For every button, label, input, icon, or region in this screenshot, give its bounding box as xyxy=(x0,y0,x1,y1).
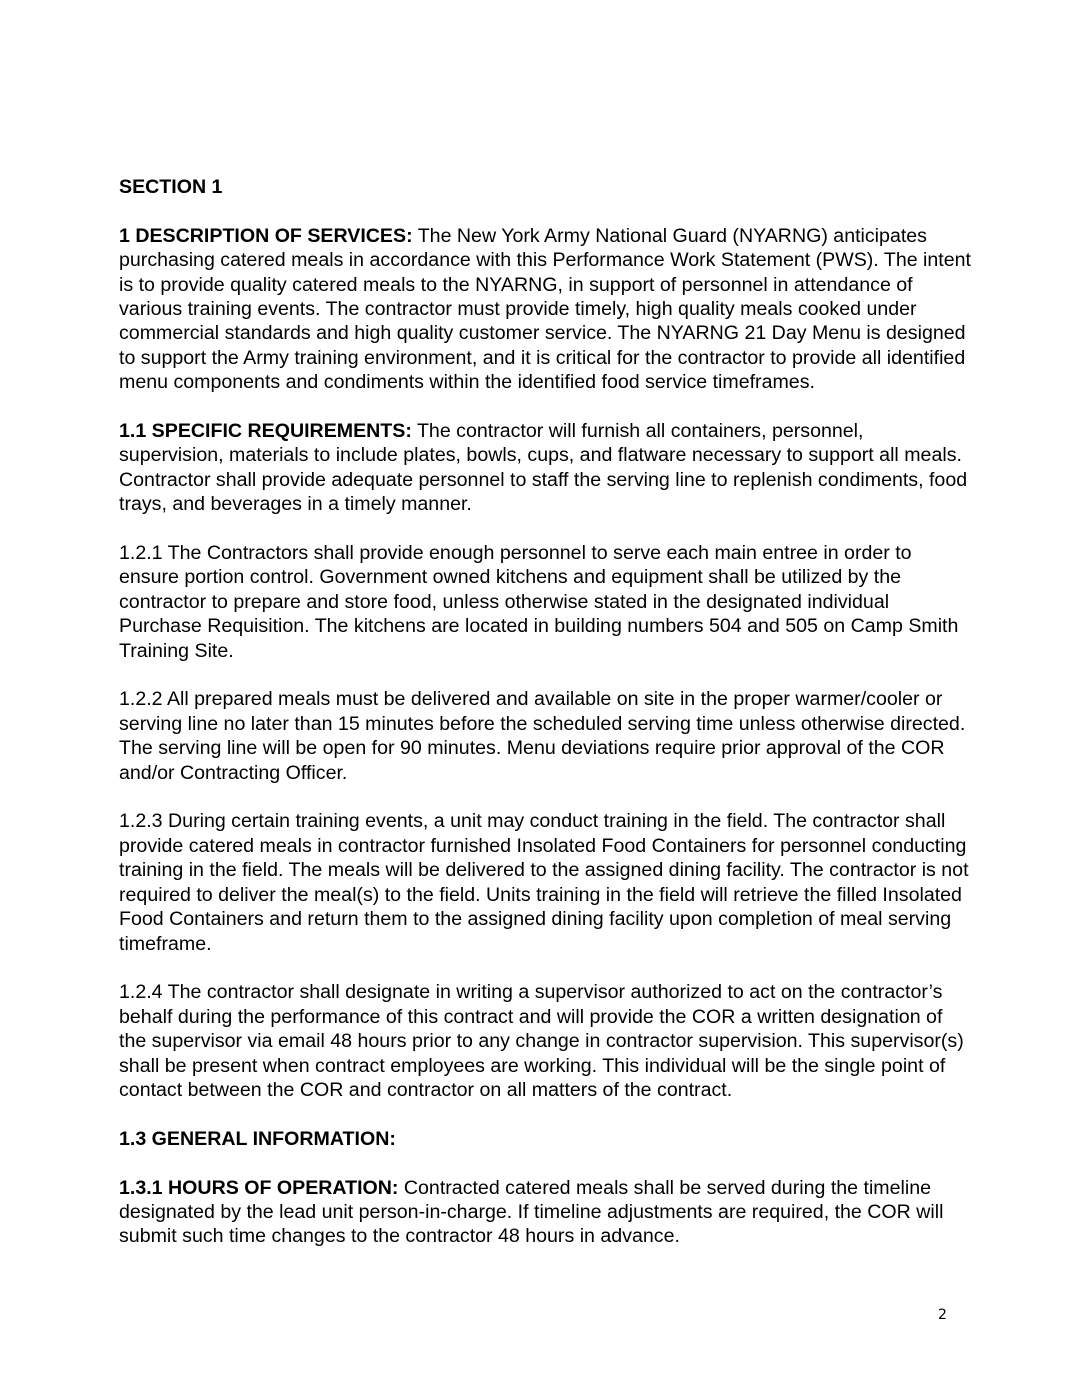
paragraph-label: 1 DESCRIPTION OF SERVICES: xyxy=(119,224,413,247)
paragraph-hours-of-operation xyxy=(119,1176,971,1249)
paragraph-description-of-services xyxy=(119,224,971,395)
paragraph-label: 1.3.1 HOURS OF OPERATION: xyxy=(119,1176,399,1199)
document-body xyxy=(119,175,971,1249)
paragraph-text: The New York Army National Guard (NYARNG) anticipates purchasing catered meals in accordance with this Performance Work Statement (PWS). The intent is to provide quality catered meals to the NYARNG, in support of personnel in attendance of various training events. The contractor must provide timely, high quality meals cooked under commercial standards and high quality customer service. The NYARNG 21 Day Menu is designed to support the Army training environment, and it is critical for the contractor to provide all identified menu components and condiments within the identified food service timeframes. xyxy=(119,224,971,394)
general-information-heading: 1.3 GENERAL INFORMATION: xyxy=(119,1127,396,1150)
paragraph-1-2-4: 1.2.4 The contractor shall designate in writing a supervisor authorized to act on the contractor’s behalf during the performance of this contract and will provide the COR a written designation of the supervisor via email 48 hours prior to any change in contractor supervision. This supervisor(s) shall be present when contract employees are working. This individual will be the single point of contact between the COR and contractor on all matters of the contract. xyxy=(119,981,964,1101)
paragraph-text: Contracted catered meals shall be served during the timeline designated by the lead unit person-in-charge. If timeline adjustments are required, the COR will submit such time changes to the contractor 48 hours in advance. xyxy=(119,1176,944,1248)
paragraph-text: The contractor will furnish all containers, personnel, supervision, materials to include plates, bowls, cups, and flatware necessary to support all meals. Contractor shall provide adequate personnel to staff the serving line to replenish condiments, food trays, and beverages in a timely manner. xyxy=(119,420,968,516)
section-title: SECTION 1 xyxy=(119,176,223,198)
paragraph-1-2-3: 1.2.3 During certain training events, a unit may conduct training in the field. The contractor shall provide catered meals in contractor furnished Insolated Food Containers for personnel conducting training in the field. The meals will be delivered to the assigned dining facility. The contractor is not required to deliver the meal(s) to the field. Units training in the field will retrieve the filled Insolated Food Containers and return them to the assigned dining facility upon completion of meal serving timeframe. xyxy=(119,810,969,955)
paragraph-1-2-1: 1.2.1 The Contractors shall provide enough personnel to serve each main entree in order to ensure portion control. Government owned kitchens and equipment shall be utilized by the contractor to prepare and store food, unless otherwise stated in the designated individual Purchase Requisition. The kitchens are located in building numbers 504 and 505 on Camp Smith Training Site. xyxy=(119,542,959,662)
paragraph-1-2-2: 1.2.2 All prepared meals must be delivered and available on site in the proper warmer/cooler or serving line no later than 15 minutes before the scheduled serving time unless otherwise directed. The serving line will be open for 90 minutes. Menu deviations require prior approval of the COR and/or Contracting Officer. xyxy=(119,688,966,784)
paragraph-specific-requirements xyxy=(119,419,971,517)
page-number: 2 xyxy=(938,1307,947,1323)
paragraph-label: 1.1 SPECIFIC REQUIREMENTS: xyxy=(119,420,412,443)
